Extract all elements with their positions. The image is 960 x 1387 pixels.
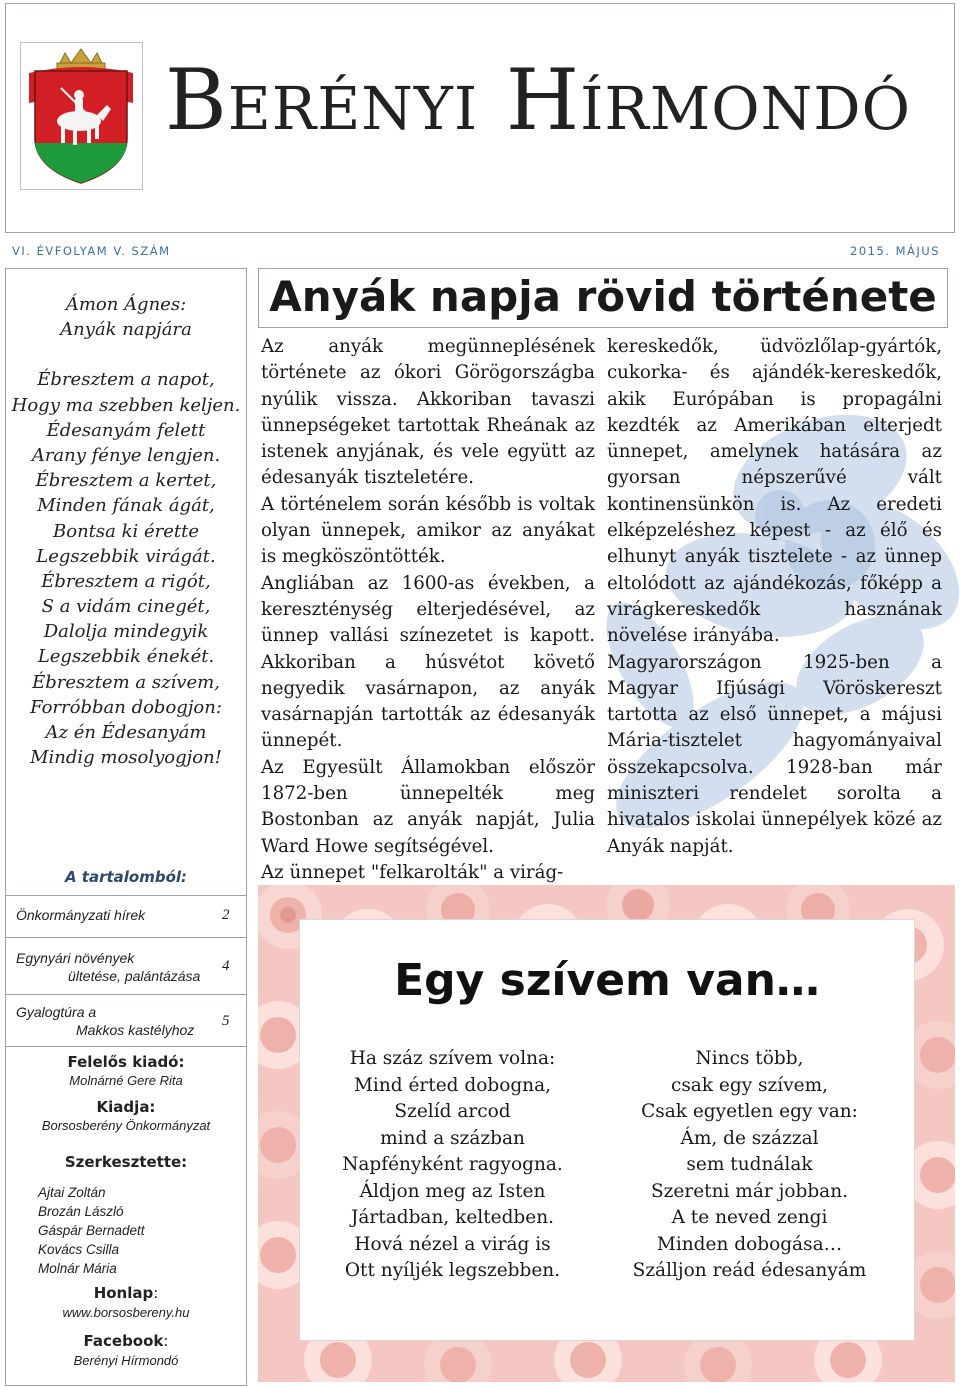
poem-box-line: Áldjon meg az Isten xyxy=(359,1180,546,1202)
article-paragraph: Magyarországon 1925-ben a Magyar Ifjúsági Vöröskereszt tartotta az első ünnepet, a májusi Mária-tisztelet hagyományaival összekapcsolva. 1928-ban már miniszteri rendelet sorolta a hivatalos iskolai ünnepélyek közé az Anyák napját. xyxy=(607,651,942,857)
toc-divider xyxy=(5,1046,247,1047)
poem-line: Ébresztem a napot, xyxy=(37,369,215,391)
poem-line: Minden fának ágát, xyxy=(37,495,215,517)
poem-line: Ébresztem a kertet, xyxy=(35,470,217,492)
editor-name: Molnár Mária xyxy=(38,1261,117,1276)
article-paragraph: Az Egyesült Államokban először 1872-ben ünnepelték meg Bostonban az anyák napját, Julia Ward Howe segítségével. xyxy=(261,756,595,857)
poem-box-line: csak egy szívem, xyxy=(670,1074,829,1096)
volume-label: VI. ÉVFOLYAM V. SZÁM xyxy=(12,244,171,258)
coat-of-arms-icon xyxy=(21,43,142,189)
publisher-name: Molnárné Gere Rita xyxy=(69,1073,183,1088)
article-paragraph: kereskedők, üdvözlőlap-gyártók, cukorka- és ajándék-kereskedők, akik Európában is propagálni kezdték az Amerikában elterjedt ünnepet, amelynek hatására az gyorsan népszerűvé vált kontinensünkön is. Az eredeti elképzeléshez képest - az élő és elhunyt anyák tisztelete - az ünnep eltolódott az ajándékozás, főképp a virágkereskedők hasznának növelése irányába. xyxy=(607,336,942,647)
poem-box-title: Egy szívem van… xyxy=(394,955,820,1006)
issuer-name: Borsosberény Önkormányzat xyxy=(41,1118,211,1133)
sidebar-poem xyxy=(10,292,242,770)
toc-divider xyxy=(5,994,247,995)
poem-line: Arany fénye lengjen. xyxy=(31,444,221,466)
poem-author: Ámon Ágnes: xyxy=(65,294,187,315)
poem-box-line: Szelíd arcod xyxy=(394,1101,511,1122)
poem-line: Mindig mosolyogjon! xyxy=(30,747,222,769)
contents-heading: A tartalomból: xyxy=(64,868,188,886)
poem-line: S a vidám cinegét, xyxy=(41,596,211,618)
poem-line: Bontsa ki érette xyxy=(53,520,199,542)
toc-item-2[interactable]: Egynyári növények xyxy=(16,950,135,966)
poem-line: Legszebbik énekét. xyxy=(37,646,215,668)
toc-page-2: 4 xyxy=(222,958,230,974)
poem-box-line: Minden dobogása… xyxy=(656,1233,843,1255)
poem-box-line: Csak egyetlen egy van: xyxy=(641,1101,858,1122)
publisher-label: Felelős kiadó: xyxy=(67,1053,185,1071)
poem-line: Forróbban dobogjon: xyxy=(30,696,222,718)
facebook-label: Facebook xyxy=(83,1332,164,1350)
toc-divider xyxy=(5,895,247,896)
poem-line: Dalolja mindegyik xyxy=(43,621,209,643)
editor-name: Brozán László xyxy=(38,1204,124,1219)
homepage-colon: : xyxy=(153,1284,159,1302)
poem-box-column-1 xyxy=(310,1046,595,1285)
article-column-1 xyxy=(261,334,595,886)
homepage-label: Honlap xyxy=(93,1284,154,1302)
toc-page-1: 2 xyxy=(222,907,230,923)
poem-line: Ébresztem a szívem, xyxy=(32,671,220,693)
toc-item-2-cont[interactable]: ültetése, palántázása xyxy=(68,968,201,984)
coat-of-arms xyxy=(20,42,143,190)
poem-box-line: Szálljon reád édesanyám xyxy=(632,1260,867,1281)
poem-box-line: Jártadban, keltedben. xyxy=(350,1207,555,1228)
toc-item-3-cont[interactable]: Makkos kastélyhoz xyxy=(76,1022,195,1038)
editors-label: Szerkesztette: xyxy=(64,1153,188,1171)
poem-box-line: Hová nézel a virág is xyxy=(354,1233,551,1255)
poem-line: Hogy ma szebben keljen. xyxy=(11,394,241,416)
editor-name: Kovács Csilla xyxy=(38,1242,120,1257)
editor-name: Gáspár Bernadett xyxy=(38,1223,145,1238)
poem-box-line: Szeretni már jobban. xyxy=(651,1180,848,1202)
editor-name: Ajtai Zoltán xyxy=(38,1185,106,1200)
toc-page-3: 5 xyxy=(222,1013,230,1029)
poem-box-line: Ám, de százzal xyxy=(680,1127,819,1149)
poem-box-line: Mind érted dobogna, xyxy=(353,1074,552,1096)
poem-line: Ébresztem a rigót, xyxy=(41,570,211,592)
toc-item-1[interactable]: Önkormányzati hírek xyxy=(16,907,146,923)
poem-line: Legszebbik virágát. xyxy=(36,545,216,567)
poem-box-line: Napfényként ragyogna. xyxy=(342,1154,563,1175)
homepage-heading xyxy=(5,1284,247,1302)
article-title: Anyák napja rövid története xyxy=(269,272,937,321)
facebook-link[interactable]: Berényi Hírmondó xyxy=(73,1353,179,1368)
article-paragraph: Az ünnepet "felkarolták" a virág- xyxy=(261,861,564,883)
poem-line: Az én Édesanyám xyxy=(45,722,207,743)
toc-divider xyxy=(5,937,247,938)
poem-box-column-2 xyxy=(607,1046,892,1285)
article-paragraph: A történelem során később is voltak olyan ünnepek, amikor az anyákat is megköszöntötték. xyxy=(261,493,595,568)
newsletter-title: Berényi Hírmondó xyxy=(165,51,911,149)
issue-date: 2015. MÁJUS xyxy=(850,244,940,258)
poem-box-line: sem tudnálak xyxy=(686,1154,813,1175)
masthead-divider xyxy=(5,232,955,233)
editors-list xyxy=(38,1183,145,1278)
issuer-label: Kiadja: xyxy=(96,1098,156,1116)
article-paragraph: Angliában az 1600-as években, a kereszténység elterjedésével, az ünnep vallási színezetet is kapott. Akkoriban a húsvétot követő negyedik vasárnapon, az anyák vasárnapján tartották az édesanyák ünnepét. xyxy=(261,572,595,752)
poem-box-line: A te neved zengi xyxy=(671,1207,828,1228)
article-paragraph: Az anyák megünneplésének története az ókori Görögországba nyúlik vissza. Akkoriban tavaszi ünnepségeket tartottak Rheának az istenek anyjának, és vele együtt az édesanyák tiszteletére. xyxy=(261,336,595,489)
facebook-heading xyxy=(5,1332,247,1350)
poem-box-line: Ott nyíljék legszebben. xyxy=(344,1260,561,1281)
toc-item-3[interactable]: Gyalogtúra a xyxy=(16,1004,97,1020)
poem-line: Édesanyám felett xyxy=(46,419,206,441)
article-column-2 xyxy=(607,334,942,860)
poem-title: Anyák napjára xyxy=(60,319,192,341)
poem-box-line: Nincs több, xyxy=(695,1048,804,1069)
poem-box-line: Ha száz szívem volna: xyxy=(349,1048,556,1069)
homepage-link[interactable]: www.borsosbereny.hu xyxy=(62,1305,190,1320)
poem-box-line: mind a százban xyxy=(380,1127,525,1149)
facebook-colon: : xyxy=(163,1332,169,1350)
